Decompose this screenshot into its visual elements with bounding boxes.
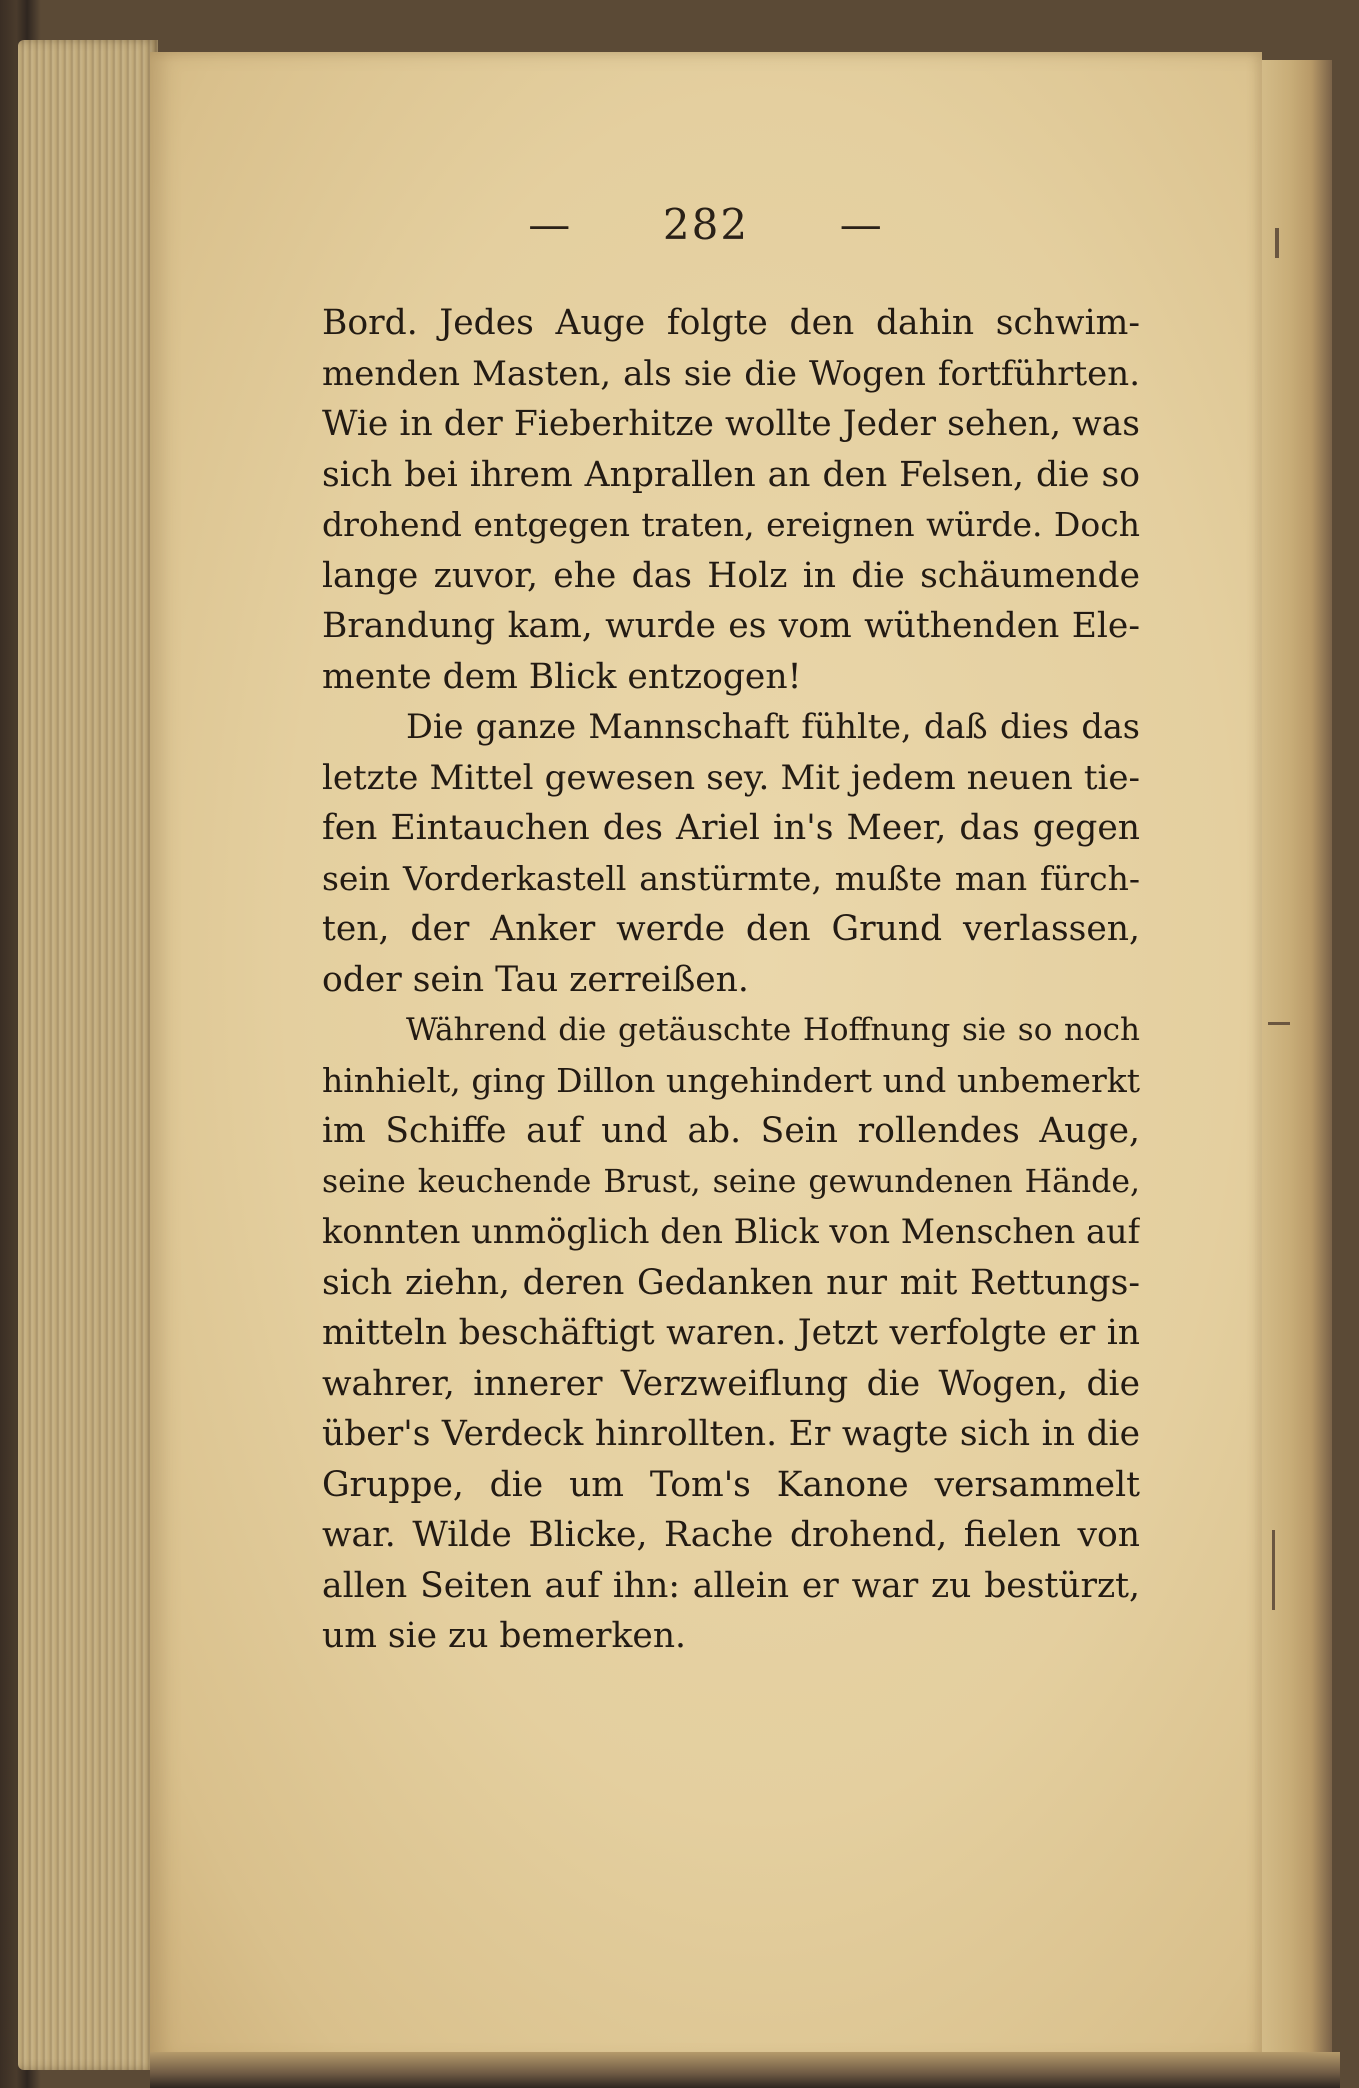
text-line: ten, der Anker werde den Grund verlassen, [322,909,1140,949]
text-line: Die ganze Mannschaft fühlte, daß dies das [406,707,1140,746]
margin-mark [1275,228,1279,258]
text-line: sein Vorderkastell anstürmte, mußte man fürch- [322,858,1140,898]
text-line: seine keuchende Brust, seine gewundenen Hände, [322,1163,1140,1200]
text-line: menden Masten, als sie die Wogen fortführten. [322,353,1140,394]
right-page-edge [1262,60,1332,2060]
text-line: Brandung kam, wurde es vom wüthenden Ele- [322,606,1140,646]
header-dash-left: — [528,200,573,249]
text-line: mente dem Blick entzogen! [322,656,802,697]
body-text [322,298,1140,1662]
margin-mark [1268,1022,1290,1025]
text-line: um sie zu bemerken. [322,1616,687,1656]
text-line: Gruppe, die um Tom's Kanone versammelt [322,1464,1140,1505]
text-line: über's Verdeck hinrollten. Er wagte sich in die [322,1414,1140,1454]
text-line: allen Seiten auf ihn: allein er war zu bestürzt, [322,1565,1140,1606]
page-number: 282 [662,200,750,249]
text-line: Bord. Jedes Auge folgte den dahin schwim- [322,303,1140,343]
text-line: sich ziehn, deren Gedanken nur mit Rettungs- [322,1262,1140,1303]
header-dash-right: — [839,200,884,249]
text-line: fen Eintauchen des Ariel in's Meer, das gegen [322,808,1140,848]
page-stack-edge [18,40,158,2070]
text-line: konnten unmöglich den Blick von Menschen auf [322,1212,1140,1251]
text-line: oder sein Tau zerreißen. [322,959,749,1000]
text-line: mitteln beschäftigt waren. Jetzt verfolgte er in [322,1313,1140,1353]
text-line: hinhielt, ging Dillon ungehindert und unbemerkt [322,1060,1140,1100]
text-line: lange zuvor, ehe das Holz in die schäumende [322,555,1140,596]
text-line: wahrer, innerer Verzweiflung die Wogen, die [322,1363,1140,1404]
text-line: sich bei ihrem Anprallen an den Felsen, die so [322,454,1140,495]
page-header [150,200,1262,270]
text-line: drohend entgegen traten, ereignen würde. Doch [322,505,1140,544]
text-line: Während die getäuschte Hoffnung sie so noch [406,1012,1140,1048]
text-line: war. Wilde Blicke, Rache drohend, fielen von [322,1515,1140,1555]
text-line: Wie in der Fieberhitze wollte Jeder sehen, was [322,404,1140,444]
bottom-page-edge [150,2052,1340,2088]
text-line: letzte Mittel gewesen sey. Mit jedem neuen tie- [322,757,1140,798]
margin-mark [1272,1530,1275,1610]
text-line: im Schiffe auf und ab. Sein rollendes Auge, [322,1111,1140,1151]
